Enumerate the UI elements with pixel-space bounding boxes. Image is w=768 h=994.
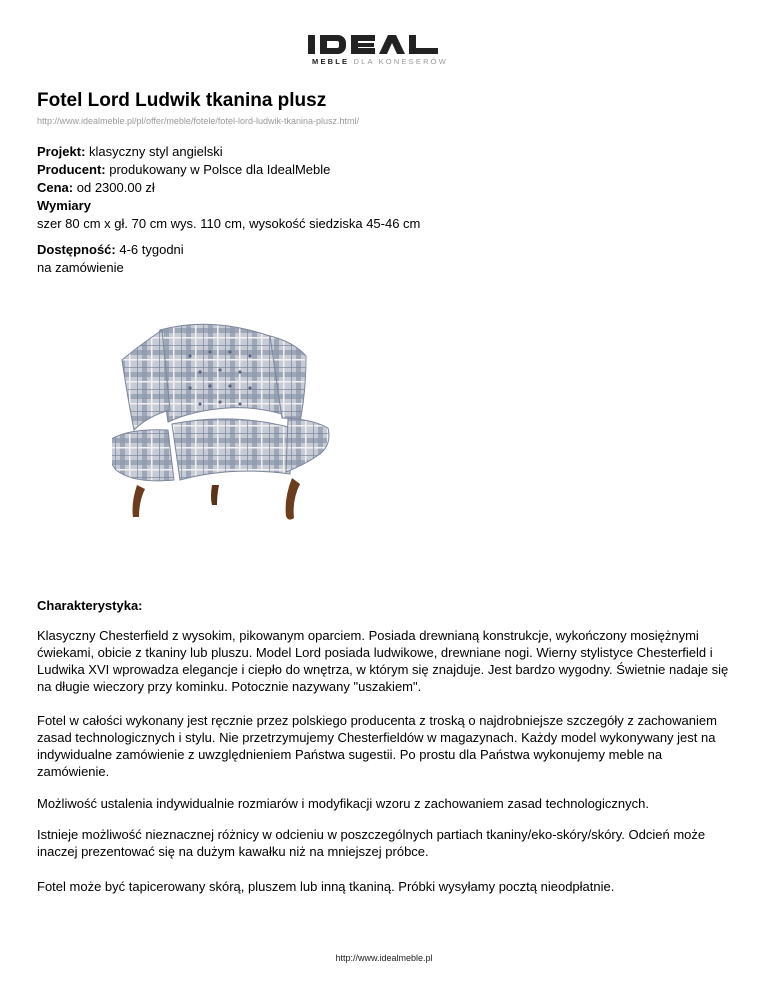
description-paragraph: Fotel może być tapicerowany skórą, pluszem lub inną tkaniną. Próbki wysyłamy pocztą nieodpłatnie. bbox=[37, 879, 615, 894]
description-paragraph: Istnieje możliwość nieznacznej różnicy w odcieniu w poszczególnych partiach tkaniny/eko-skóry/skóry. Odcień może inaczej prezentować się na dużym kawałku niż na mniejszej próbce. bbox=[37, 827, 706, 859]
description-paragraph: Możliwość ustalenia indywidualnie rozmiarów i modyfikacji wzoru z zachowaniem zasad technologicznych. bbox=[37, 796, 649, 811]
description-paragraph: Klasyczny Chesterfield z wysokim, pikowanym oparciem. Posiada drewnianą konstrukcje, wykończony mosiężnymi ćwiekami, obicie z tkaniny lub pluszu. Model Lord posiada ludwikowe, drewniane nogi. Wierny stylistyce Chesterfield i Ludwika XVI wprowadza elegancje i ciepło do wnętrza, w którym się znajduje. Jest bardzo wygodny. Świetnie nadaje się na długie wieczory przy kominku. Potocznie nazywany "uszakiem". bbox=[37, 628, 729, 694]
product-info bbox=[37, 143, 420, 233]
product-image bbox=[112, 320, 334, 530]
logo-tagline: MEBLE DLA KONESERÓW bbox=[312, 57, 448, 66]
product-url[interactable]: http://www.idealmeble.pl/pl/offer/meble/fotele/fotel-lord-ludwik-tkanina-plusz.html/ bbox=[37, 116, 359, 126]
cena-row: Cena: od 2300.00 zł bbox=[37, 180, 155, 195]
projekt-row: Projekt: klasyczny styl angielski bbox=[37, 144, 223, 159]
availability: Dostępność: 4-6 tygodni na zamówienie bbox=[37, 242, 184, 275]
wymiary-label: Wymiary bbox=[37, 198, 91, 213]
footer-url[interactable]: http://www.idealmeble.pl bbox=[335, 953, 433, 963]
wymiary-value: szer 80 cm x gł. 70 cm wys. 110 cm, wysokość siedziska 45-46 cm bbox=[37, 216, 421, 231]
description-paragraph: Fotel w całości wykonany jest ręcznie przez polskiego producenta z troską o najdrobniejsze szczegóły z zachowaniem zasad technologicznych i stylu. Nie przetrzymujemy Chesterfieldów w magazynach. Każdy model wykonywany jest na indywidualne zamówienie z uwzględnieniem Państwa sugestii. Po prostu dla Państwa wykonujemy meble na zamówienie. bbox=[37, 713, 717, 779]
section-title: Charakterystyka: bbox=[37, 598, 143, 613]
producent-row: Producent: produkowany w Polsce dla IdealMeble bbox=[37, 162, 331, 177]
page-title: Fotel Lord Ludwik tkanina plusz bbox=[37, 90, 327, 111]
